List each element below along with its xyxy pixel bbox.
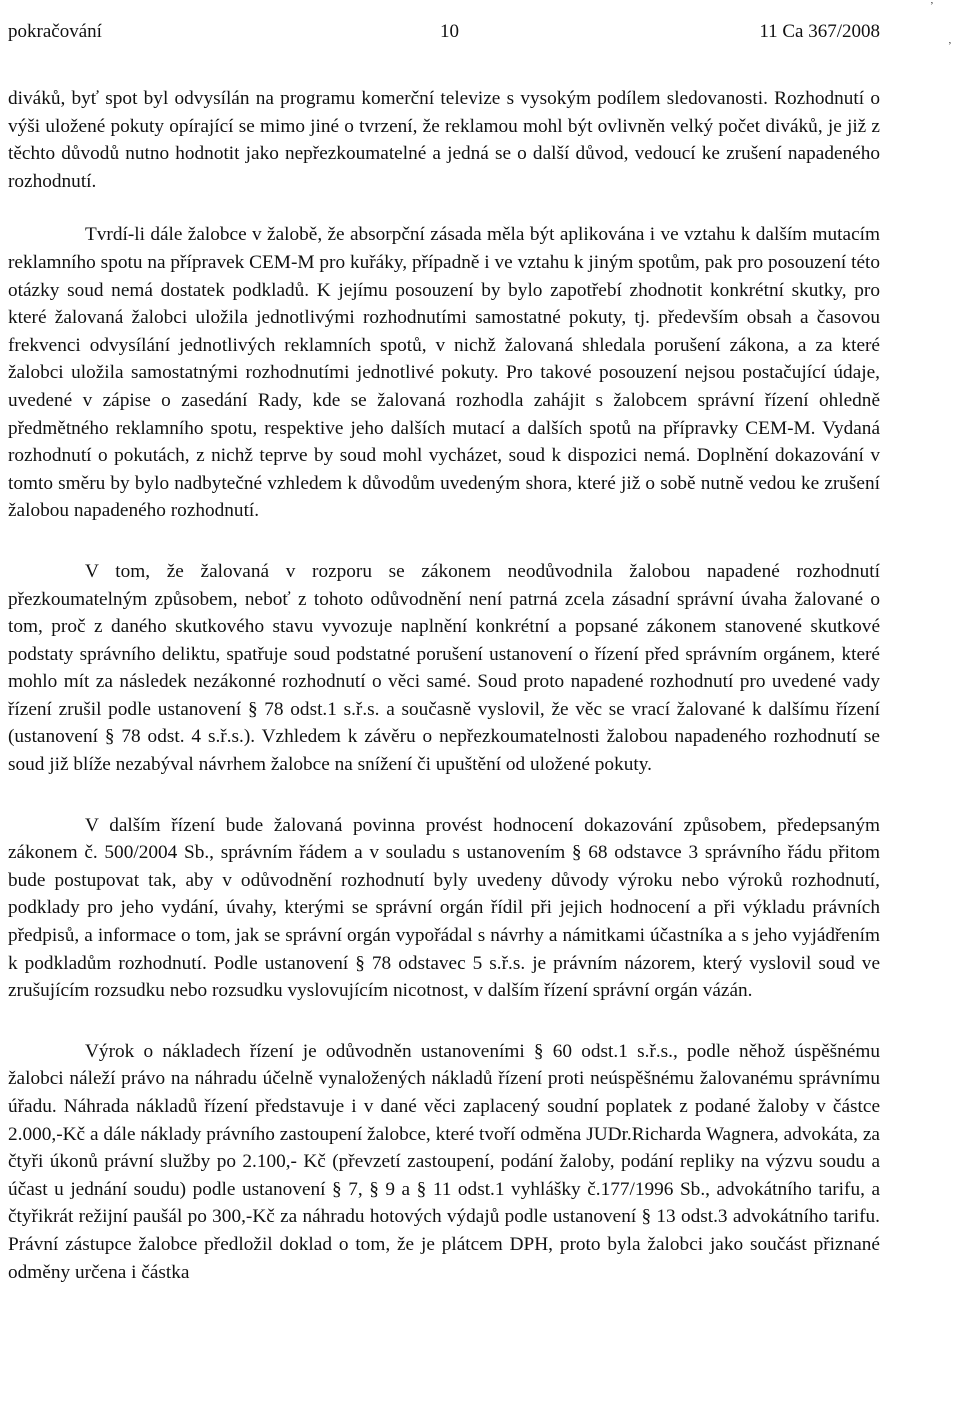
paragraph-continuation: diváků, byť spot byl odvysílán na programu komerční televize s vysokým podílem sledovanosti. Rozhodnutí o výši uložené pokuty opírající se mimo jiné o tvrzení, že reklamou mohl být ovlivněn velký počet diváků, je již z těchto důvodů nutno hodnotit jako nepřezkoumatelné a jedná se o další důvod, vedoucí ke zrušení napadeného rozhodnutí. [8,88,880,192]
margin-mark-right: ’ [948,40,952,52]
margin-mark-top: ’ [930,0,934,12]
document-body [8,85,880,1286]
paragraph-costs: Výrok o nákladech řízení je odůvodněn ustanoveními § 60 odst.1 s.ř.s., podle něhož úspěšnému žalobci náleží právo na náhradu účelně vynaložených nákladů řízení proti neúspěšnému žalovanému správnímu úřadu. Náhrada nákladů řízení představuje i v dané věci zaplacený soudní poplatek z podané žaloby v částce 2.000,-Kč a dále náklady právního zastoupení žalobce, které tvoří odměna JUDr.Richarda Wagnera, advokáta, za čtyři úkonů právní služby po 2.100,- Kč (převzetí zastoupení, podání žaloby, podání repliky na výzvu soudu a účast u jednání soudu) podle ustanovení § 7, § 9 a § 11 odst.1 vyhlášky č.177/1996 Sb., advokátního tarifu, a čtyřikrát režijní paušál po 300,-Kč za náhradu hotových výdajů podle ustanovení § 13 odst.3 advokátního tarifu. Právní zástupce žalobce předložil doklad o tom, že je plátcem DPH, proto byla žalobci jako součást přiznané odměny určena i částka [8,1040,880,1283]
page-header [8,18,880,46]
paragraph-absorption-principle: Tvrdí-li dále žalobce v žalobě, že absorpční zásada měla být aplikována i ve vztahu k dalším mutacím reklamního spotu na přípravek CEM-M pro kuřáky, případně i ve vztahu k jiným spotům, pak pro posouzení této otázky soud nemá dostatek podkladů. K jejímu posouzení by bylo zapotřebí zhodnotit konkrétní skutky, pro které žalovaná žalobci uložila jednotlivými rozhodnutími samostatné pokuty, tj. především obsah a časovou frekvenci odvysílání jednotlivých reklamních spotů, v nichž žalovaná shledala porušení zákona, a za které žalobci uložila samostatnými rozhodnutími jednotlivé pokuty. Pro takové posouzení nejsou postačující údaje, uvedené v zápise o zasedání Rady, kde se žalovaná rozhodla zahájit s žalobcem správní řízení ohledně předmětného reklamního spotu, respektive jeho dalších mutací a dalších spotů na přípravky CEM-M. Vydaná rozhodnutí o pokutách, z nichž teprve by soud mohl vycházet, soud k dispozici nemá. Doplnění dokazování v tomto směru by bylo nadbytečné vzhledem k důvodům uvedeným shora, které již o sobě nutně vedou ke zrušení žalobou napadeného rozhodnutí. [8,224,880,522]
continuation-label: pokračování [8,21,102,42]
paragraph-unreviewable-decision: V tom, že žalovaná v rozporu se zákonem neodůvodnila žalobou napadené rozhodnutí přezkoumatelným způsobem, neboť z tohoto odůvodnění není patrná zcela zásadní správní úvaha žalované o tom, proč z daného skutkového stavu vyvozuje naplnění konkrétní a popsané zákonem stanovené skutkové podstaty správního deliktu, spatřuje soud podstatné porušení ustanovení o řízení před správním orgánem, které mohlo mít za následek nezákonné rozhodnutí o věci samé. Soud proto napadené rozhodnutí pro uvedené vady řízení zrušil podle ustanovení § 78 odst.1 s.ř.s. a současně vyslovil, že věc se vrací žalované k dalšímu řízení (ustanovení § 78 odst. 4 s.ř.s.). Vzhledem k závěru o nepřezkoumatelnosti žalobou napadeného rozhodnutí se soud již blíže nezabýval návrhem žalobce na snížení či upuštění od uložené pokuty. [8,560,880,776]
case-number: 11 Ca 367/2008 [759,21,880,42]
page-number: 10 [440,21,459,42]
paragraph-further-proceedings: V dalším řízení bude žalovaná povinna provést hodnocení dokazování způsobem, předepsaným zákonem č. 500/2004 Sb., správním řádem a v souladu s ustanovením § 68 odstavce 3 správního řádu přitom bude postupovat tak, aby v odůvodnění rozhodnutí byly uvedeny důvody výroku nebo výroků rozhodnutí, podklady pro jeho vydání, úvahy, kterými se správní orgán řídil při jejich hodnocení a při výkladu právních předpisů, a informace o tom, jak se správní orgán vypořádal s návrhy a námitkami účastníka a s jeho vyjádřením k podkladům rozhodnutí. Podle ustanovení § 78 odstavec 5 s.ř.s. je právním názorem, který vyslovil soud ve zrušujícím rozsudku nebo rozsudku vyslovujícím nicotnost, v dalším řízení správní orgán vázán. [8,814,880,1002]
